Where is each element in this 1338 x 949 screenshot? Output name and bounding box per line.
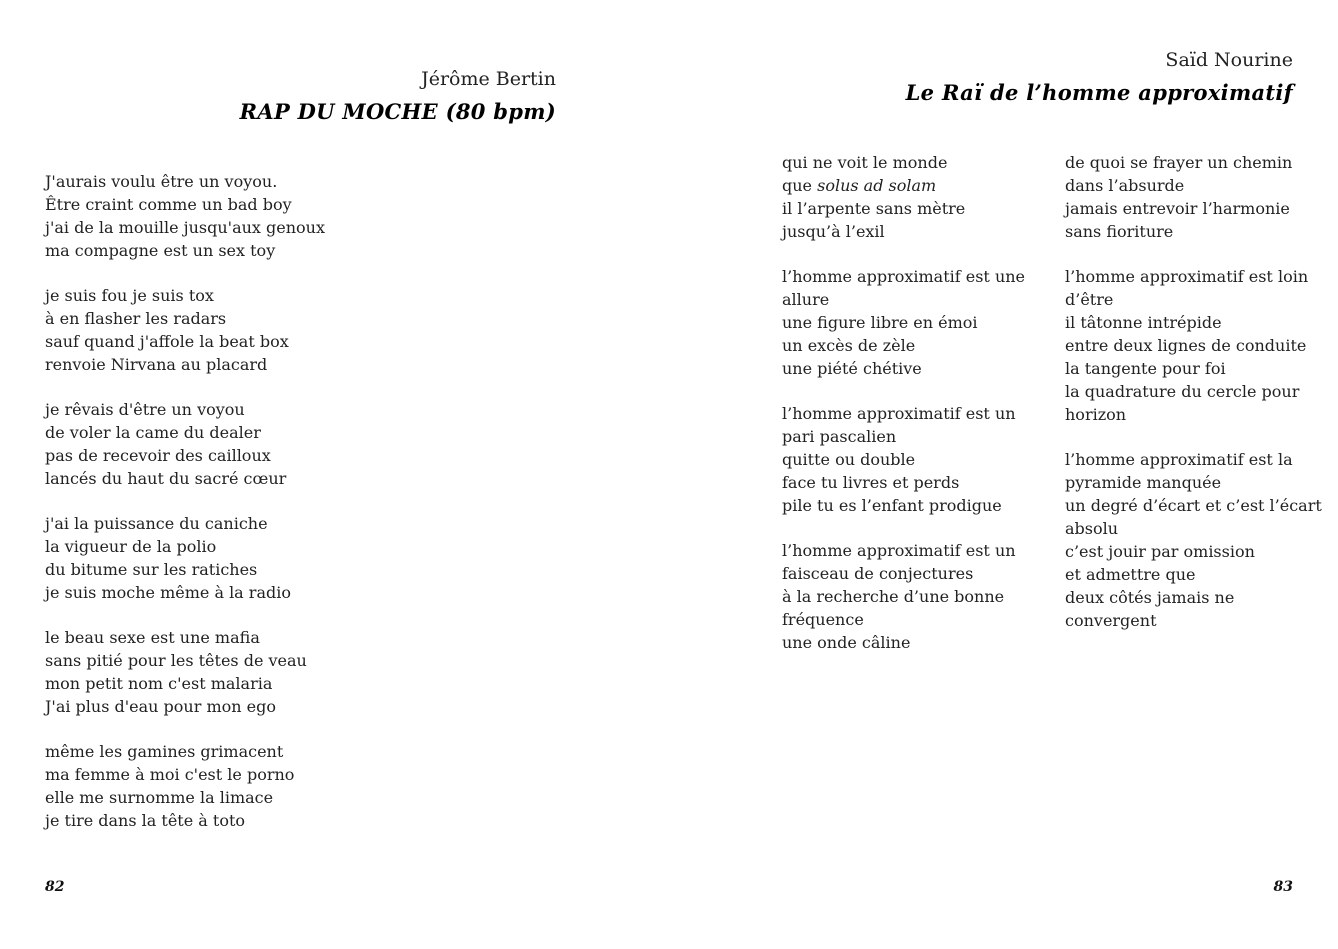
stanza [1065, 151, 1322, 243]
poem-line: fréquence [782, 610, 864, 629]
poem-title: Le Raï de l’homme approximatif [905, 80, 1293, 105]
poem-line: jamais entrevoir l’harmonie [1065, 199, 1290, 218]
poem-line: elle me surnomme la limace [45, 788, 274, 807]
stanza [45, 626, 325, 718]
right-page [669, 0, 1338, 949]
poem-word: que [782, 176, 818, 195]
poem-line: l’homme approximatif est un [782, 404, 1016, 423]
poem-line: jusqu’à l’exil [782, 222, 885, 241]
poem-line: il tâtonne intrépide [1065, 313, 1222, 332]
poem-line: sans pitié pour les têtes de veau [45, 651, 307, 670]
poem-body [45, 170, 325, 854]
poem-line: l’homme approximatif est une [782, 267, 1026, 286]
poem-line: faisceau de conjectures [782, 564, 974, 583]
poem-line: je suis moche même à la radio [45, 583, 291, 602]
stanza [782, 265, 1025, 380]
poem-line: allure [782, 290, 830, 309]
poem-author: Saïd Nourine [1165, 49, 1293, 71]
poem-column-2 [1065, 151, 1322, 654]
stanza [45, 170, 325, 262]
poem-line: pas de recevoir des cailloux [45, 446, 271, 465]
poem-line: une onde câline [782, 633, 911, 652]
poem-line: à la recherche d’une bonne [782, 587, 1005, 606]
poem-line: je rêvais d'être un voyou [45, 400, 245, 419]
poem-line: et admettre que [1065, 565, 1196, 584]
poem-line: je suis fou je suis tox [45, 286, 214, 305]
poem-line: deux côtés jamais ne [1065, 588, 1235, 607]
page-number: 83 [1273, 879, 1293, 895]
poem-line: de quoi se frayer un chemin [1065, 153, 1293, 172]
poem-line: qui ne voit le monde [782, 153, 948, 172]
stanza [782, 539, 1025, 654]
poem-column-1 [782, 151, 1025, 676]
poem-line: ma femme à moi c'est le porno [45, 765, 295, 784]
poem-line: lancés du haut du sacré cœur [45, 469, 287, 488]
poem-line: horizon [1065, 405, 1127, 424]
stanza [45, 512, 325, 604]
poem-line: mon petit nom c'est malaria [45, 674, 273, 693]
poem-line: Être craint comme un bad boy [45, 195, 292, 214]
poem-line: quitte ou double [782, 450, 916, 469]
poem-line: j'ai la puissance du caniche [45, 514, 268, 533]
stanza [1065, 265, 1322, 426]
stanza [1065, 448, 1322, 632]
poem-line: à en flasher les radars [45, 309, 227, 328]
poem-line [782, 174, 1025, 197]
poem-title: RAP DU MOCHE (80 bpm) [239, 99, 556, 124]
poem-line: entre deux lignes de conduite [1065, 336, 1307, 355]
page-number: 82 [45, 879, 65, 895]
poem-line: une piété chétive [782, 359, 922, 378]
poem-line: pyramide manquée [1065, 473, 1222, 492]
poem-line: l’homme approximatif est la [1065, 450, 1293, 469]
poem-line: d’être [1065, 290, 1114, 309]
poem-line: du bitume sur les ratiches [45, 560, 258, 579]
poem-line: face tu livres et perds [782, 473, 960, 492]
stanza [45, 284, 325, 376]
stanza [45, 740, 325, 832]
stanza [782, 402, 1025, 517]
poem-author: Jérôme Bertin [421, 68, 556, 90]
poem-line: la vigueur de la polio [45, 537, 217, 556]
poem-line: l’homme approximatif est un [782, 541, 1016, 560]
poem-line: une figure libre en émoi [782, 313, 978, 332]
poem-line: il l’arpente sans mètre [782, 199, 966, 218]
poem-line: pari pascalien [782, 427, 897, 446]
poem-line: sans fioriture [1065, 222, 1174, 241]
latin-phrase: solus ad solam [817, 176, 937, 195]
poem-line: je tire dans la tête à toto [45, 811, 246, 830]
poem-line: c’est jouir par omission [1065, 542, 1255, 561]
poem-line: un degré d’écart et c’est l’écart [1065, 496, 1322, 515]
poem-line: J'ai plus d'eau pour mon ego [45, 697, 277, 716]
poem-line: renvoie Nirvana au placard [45, 355, 268, 374]
poem-line: la tangente pour foi [1065, 359, 1226, 378]
poem-line: J'aurais voulu être un voyou. [45, 172, 278, 191]
poem-line: sauf quand j'affole la beat box [45, 332, 289, 351]
poem-line: le beau sexe est une mafia [45, 628, 260, 647]
poem-line: absolu [1065, 519, 1119, 538]
poem-line: même les gamines grimacent [45, 742, 284, 761]
stanza [782, 151, 1025, 243]
poem-line: ma compagne est un sex toy [45, 241, 276, 260]
poem-line: de voler la came du dealer [45, 423, 261, 442]
poem-line: l’homme approximatif est loin [1065, 267, 1309, 286]
poem-line: pile tu es l’enfant prodigue [782, 496, 1002, 515]
poem-line: j'ai de la mouille jusqu'aux genoux [45, 218, 326, 237]
poem-line: dans l’absurde [1065, 176, 1185, 195]
stanza [45, 398, 325, 490]
poem-line: un excès de zèle [782, 336, 916, 355]
poem-line: convergent [1065, 611, 1157, 630]
poem-line: la quadrature du cercle pour [1065, 382, 1300, 401]
